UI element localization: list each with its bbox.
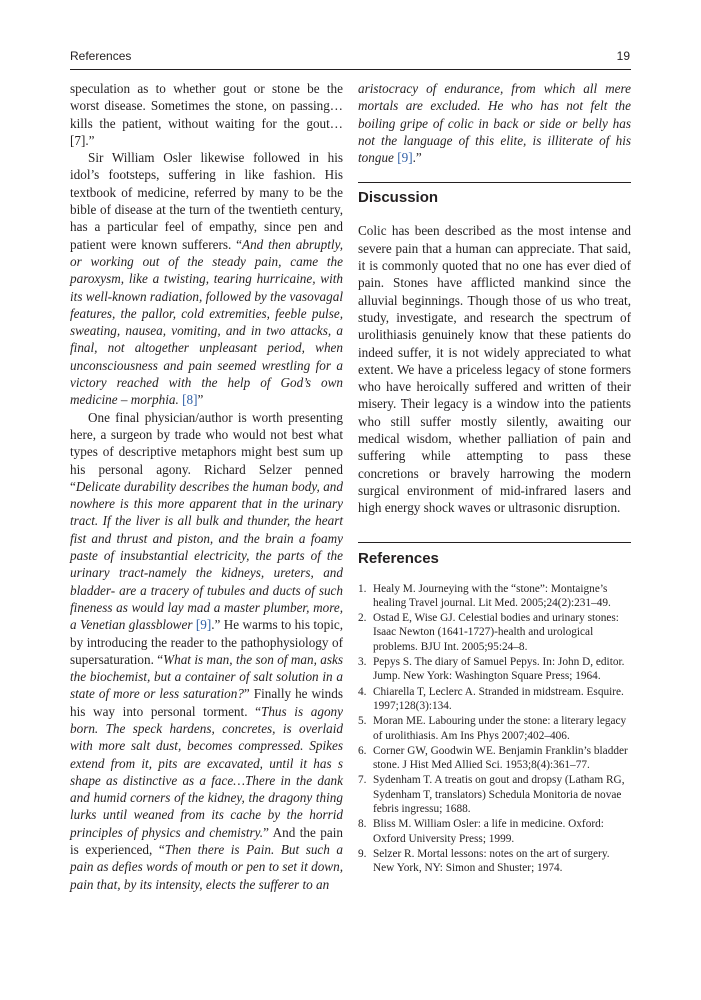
- paragraph-selzer: [70, 409, 343, 893]
- reference-number: 1.: [358, 582, 367, 595]
- paragraph-osler: [70, 149, 343, 408]
- reference-text: Selzer R. Mortal lessons: notes on the art of surgery. New York, NY: Simon and Shuster; 1974.: [373, 847, 610, 875]
- osler-close: ”: [197, 392, 204, 408]
- osler-quote: And then abruptly, or working out of the steady pain, came the paroxysm, like a twisting, tearing hurricaine, with its well-known radiation, followed by the vasovagal features, the pallor, cold extremities, feeble pulse, sweating, nausea, vomiting, and in two attacks, a final, not altogether unpleasant period, when unconsciousness and pain seemed wrestling for a victory reached with the help of God’s own medicine – morphia.: [70, 236, 343, 408]
- reference-number: 4.: [358, 685, 367, 698]
- reference-text: Bliss M. William Osler: a life in medicine. Oxford: Oxford University Press; 1999.: [373, 818, 604, 845]
- selzer-intro: One final physician/author is worth presenting here, a surgeon by trade who would not best what types of descriptive metaphors might best sum up his personal agony. Richard Selzer penned “: [70, 409, 343, 494]
- running-header: [70, 48, 631, 70]
- reference-item: [358, 847, 631, 876]
- reference-item: [358, 744, 631, 773]
- left-column: [70, 80, 343, 893]
- selzer-text-2: .” He warms to his topic, by introducing the reader to the pathophysiology of supersaturation. “: [70, 617, 344, 667]
- section-title: References: [70, 49, 132, 63]
- reference-number: 3.: [358, 656, 367, 669]
- reference-number: 2.: [358, 612, 367, 625]
- reference-item: [358, 655, 631, 684]
- reference-item: [358, 714, 631, 743]
- selzer-close: .”: [412, 150, 422, 166]
- reference-text: Pepys S. The diary of Samuel Pepys. In: John D, editor. Jump. New York: Washington Square Press; 1964.: [373, 656, 625, 683]
- citation-link-8[interactable]: [8]: [182, 392, 198, 408]
- references-heading: References: [358, 549, 439, 567]
- reference-text: Healy M. Journeying with the “stone”: Montaigne’s healing Travel journal. Lit Med. 2005;24(2):231–49.: [373, 582, 611, 609]
- section-rule: [358, 542, 631, 543]
- reference-number: 9.: [358, 847, 367, 860]
- selzer-text-3: ” Finally he winds his way into personal torment. “: [70, 686, 343, 719]
- reference-number: 8.: [358, 818, 367, 831]
- selzer-quote-2: What is man, the son of man, asks the biochemist, but a container of salt solution in a state of more or less saturation?: [70, 651, 343, 702]
- selzer-quote-continued: aristocracy of endurance, from which all mere mortals are excluded. He who has not felt the boiling gripe of colic in back or side or belly has not the language of this elite, is illiterate of his tongue: [358, 81, 631, 166]
- discussion-heading: Discussion: [358, 189, 439, 207]
- citation-link-9-b[interactable]: [9]: [397, 150, 413, 166]
- reference-item: [358, 582, 631, 611]
- paragraph-selzer-continued: [358, 80, 631, 166]
- paragraph-gout-quote-end: speculation as to whether gout or stone be the worst disease. Sometimes the stone, on passing…kills the patient, without waiting for the gout… [7].”: [70, 81, 343, 148]
- reference-list: [358, 582, 631, 876]
- reference-item: [358, 773, 631, 816]
- reference-item: [358, 611, 631, 654]
- citation-link-9[interactable]: [9]: [195, 617, 212, 633]
- reference-text: Sydenham T. A treatis on gout and dropsy (Latham RG, Sydenham T, translators) Schedula Monitoria de novae febris ingressu; 1688.: [373, 774, 625, 815]
- reference-item: [358, 685, 631, 714]
- page-number: 19: [616, 49, 630, 63]
- selzer-quote-4: Then there is Pain. But such a pain as defies words of mouth or pen to set it down, pain that, by its intensity, elects the sufferer to an: [70, 842, 343, 892]
- discussion-paragraph: Colic has been described as the most intense and severe pain that a human can appreciate. That said, it is commonly quoted that no one has ever died of pain. Stones have afflicted mankind since the alluvial beginnings. Though those of us who treat, study, investigate, and research the spectrum of urolithiasis genuinely know that these patients do indeed suffer, it is not widely appreciated to what extent. We have a priceless legacy of stone formers who have heroically suffered and written of their misery. Their legacy is a window into the patients who still suffer mostly silently, awaiting our medical wisdom, whether palliation of pain and suffering while attempting to pass these concretions or bravely harrowing the modern surgical environment of mid-infrared lasers and high energy shock waves or ultrasonic disruption.: [358, 223, 631, 516]
- reference-number: 5.: [358, 715, 367, 728]
- right-column: [358, 80, 631, 876]
- reference-number: 6.: [358, 744, 367, 757]
- selzer-text-4: ” And the pain is experienced, “: [70, 824, 343, 858]
- osler-text: Sir William Osler likewise followed in his idol’s footsteps, suffering in like fashion. His textbook of medicine, referred by many to be the bible of disease at the turn of the twentieth century, has a particular feel of empathy, since pen and patient were known sufferers. “: [70, 150, 343, 252]
- selzer-quote-1: Delicate durability describes the human body, and nowhere is this more apparent that in the urinary tract. If the liver is all bulk and thunder, the heart fist and thrust and piston, and the brain a foamy paste of insubstantial electricity, the parts of the urinary tract-namely the kidneys, ureters, and bladder- are a tracery of tubules and ducts of such fineness as would lay mad a master plumber, more, a Venetian glassblower: [70, 478, 343, 633]
- reference-item: [358, 817, 631, 846]
- reference-text: Ostad E, Wise GJ. Celestial bodies and urinary stones: Isaac Newton (1641-1727)-health and urological problems. BJU Int. 2005;95:24–8.: [373, 612, 619, 653]
- reference-text: Moran ME. Labouring under the stone: a literary legacy of urolithiasis. Am Ins Phys 2007;402–406.: [373, 715, 627, 742]
- reference-number: 7.: [358, 774, 367, 787]
- reference-text: Chiarella T, Leclerc A. Stranded in midstream. Esquire. 1997;128(3):134.: [373, 685, 624, 712]
- selzer-quote-3: Thus is agony born. The speck hardens, concretes, is overlaid with more salt dust, becomes compressed. Spikes extend from it, pits are excavated, until it has s shape as distinctive as a face…There in the dank and humid corners of the kidney, the dragony thing lurks until weaned from its cache by the horrid principles of physics and chemistry.: [70, 703, 343, 840]
- section-rule: [358, 182, 631, 183]
- reference-text: Corner GW, Goodwin WE. Benjamin Franklin’s bladder stone. J Hist Med Allied Sci. 1953;8(4):361–77.: [373, 744, 628, 772]
